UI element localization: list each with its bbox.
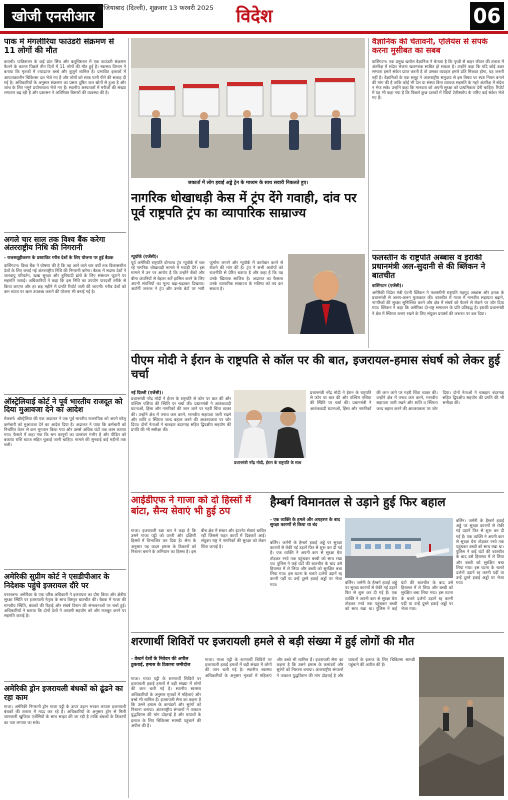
rubble-photo xyxy=(419,657,504,796)
divider xyxy=(131,632,504,633)
divider xyxy=(372,250,504,251)
refugee-story-header xyxy=(131,635,504,655)
blinken-story xyxy=(372,254,504,348)
newspaper-brand: खोजी एनसीआर xyxy=(4,4,103,28)
story3-body: मेलबर्न। ऑस्ट्रेलिया की एक अदालत ने एक पूर्व भारतीय राजनयिक को अपने घरेलू कर्मचारी को मुआवजा देने का आदेश दिया है। अदालत ने पाया कि कर्मचारी को निर्धारित वेतन से कम भुगतान किया गया और उससे अधिक घंटों तक काम कराया गया। फैसले में कहा गया कि श्रम कानूनों का उल्लंघन गंभीर है और पीड़ित को बकाया राशि ब्याज सहित चुकाई जानी चाहिए। मामले की सुनवाई कई महीनों तक चली। xyxy=(4,416,126,448)
pm-headline: पीएम मोदी ने ईरान के राष्ट्रपति से कॉल पर की बात, इजरायल-हमास संघर्ष को लेकर हुई चर्चा xyxy=(131,353,500,381)
airport-checkin-photo xyxy=(131,38,365,178)
alien-headline: वैज्ञानिक की चेतावनी, एलियंस से संपर्क करना मुसीबत का सबब xyxy=(372,38,488,55)
blinken-headline: फलस्तीन के राष्ट्रपति अब्बास व इराकी प्रधानमंत्री अल-सुदानी से की ब्लिंकन ने बातचीत xyxy=(372,254,486,280)
refugee-body-col1: गाजा। गाजा पट्टी के शरणार्थी शिविरों पर इजरायली हवाई हमलों में बड़ी संख्या में लोगों की जान चली गई है। स्थानीय स्वास्थ्य अधिकारियों के अनुसार मृतकों में महिलाएं और बच्चे भी शामिल हैं। इजरायली सेना का कहना है कि उसने हमास के कमांडरों और सुरंगों को निशाना बनाया। अंतरराष्ट्रीय संगठनों ने तत्काल युद्धविराम की मांग दोहराई है और घायलों के इलाज के लिए चिकित्सा सामग्री पहुंचाने की अपील की है। xyxy=(131,676,201,728)
story1-headline: पाक में मंगलीरिया फाउंडरी संक्रमण से 11 लोगों की मौत xyxy=(4,38,115,55)
alien-story xyxy=(372,38,504,248)
trump-headline: नागरिक धोखाधड़ी केस में ट्रंप देंगे गवाही, दांव पर पूर्व राष्ट्रपति ट्रंप का व्यापारिक साम्राज्य xyxy=(131,190,357,220)
refugee-body-cols: गाजा। गाजा पट्टी के शरणार्थी शिविरों पर इजरायली हवाई हमलों में बड़ी संख्या में लोगों की जान चली गई है। स्थानीय स्वास्थ्य अधिकारियों के अनुसार मृतकों में महिलाएं और बच्चे भी शामिल हैं। इजरायली सेना का कहना है कि उसने हमास के कमांडरों और सुरंगों को निशाना बनाया। अंतरराष्ट्रीय संगठनों ने तत्काल युद्धविराम की मांग दोहराई है और घायलों के इलाज के लिए चिकित्सा सामग्री पहुंचाने की अपील की है। xyxy=(205,657,415,678)
hamburg-headline: हैम्बर्ग विमानतल से उड़ाने हुई फिर बहाल xyxy=(270,495,446,509)
modi-photo-illustration xyxy=(234,390,306,458)
hamburg-body-right: बर्लिन। जर्मनी के हैम्बर्ग हवाई अड्डे पर सुरक्षा कारणों से रोकी गई उड़ानें फिर से शुरू कर दी गई हैं। एक व्यक्ति ने अपनी कार से सुरक्षा घेरा तोड़कर रनवे तक पहुंचकर बच्ची को साथ रखा था। पुलिस ने कई घंटों की बातचीत के बाद उसे हिरासत में ले लिया और बच्ची को सुरक्षित बचा लिया गया। इस घटना के चलते दर्जनों उड़ानें रद्द करनी पड़ीं या उन्हें दूसरे हवाई अड्डों पर भेजा गया। xyxy=(456,518,504,586)
column-rule xyxy=(128,38,129,798)
trump-story-header xyxy=(131,190,365,252)
idf-headline: आईडीएफ ने गाजा को दो हिस्सों में बांटा, सैन्य सेवाएं भी हुई ठप xyxy=(131,495,252,517)
trump-byline: न्यूयॉर्क (एजेंसी)। xyxy=(131,255,159,260)
rubble-photo-illustration xyxy=(419,657,504,796)
trump-body: पूर्व अमेरिकी राष्ट्रपति डोनाल्ड ट्रंप न्यूयॉर्क में चल रहे नागरिक धोखाधड़ी मामले में गवाही देंगे। इस मामले में उन पर आरोप है कि उन्होंने बैंकों और बीमा कंपनियों से बेहतर शर्तें हासिल करने के लिए अपनी संपत्तियों का मूल्य बढ़ा-चढ़ाकर दिखाया। अटॉर्नी जनरल ने ट्रंप और उनके बेटों पर भारी जुर्माना लगाने और न्यूयॉर्क में कारोबार करने से रोकने की मांग की है। ट्रंप ने सभी आरोपों को राजनीति से प्रेरित बताया है और कहा है कि यह उनके खिलाफ साजिश है। अदालत का फैसला उनके व्यापारिक साम्राज्य के भविष्य को तय कर सकता है। xyxy=(131,260,283,292)
refugee-headline: शरणार्थी शिविरों पर इजरायली हमले से बड़ी संख्या में हुई लोगों की मौत xyxy=(131,635,415,648)
refugee-subhead: - वेस्टर्न देशों के निवेदन की अपील ठुकराई, हमास के ठिकाना जमीदोज xyxy=(131,657,191,668)
section-title: विदेश xyxy=(236,6,273,27)
date-line: गाजियाबाद (दिल्ली), शुक्रवार 13 फरवरी 2025 xyxy=(98,4,214,12)
modi-iran-photo xyxy=(234,390,306,458)
pm-story-left-text xyxy=(131,390,231,490)
idf-story-header xyxy=(131,495,266,525)
divider xyxy=(131,350,504,351)
story4-headline: अमेरिकी सुप्रीम कोर्ट ने एसडीपीआर के निदेशक पहुंचे इजरायल दौरे पर xyxy=(4,572,110,590)
masthead xyxy=(0,0,508,34)
airport-photo-caption: जकार्ता में लोग हवाई अड्डे ट्रेन के माध्यम के साथ सवारी निकलते हुए। xyxy=(187,181,309,186)
page-number: 06 xyxy=(470,2,504,30)
pm-body: प्रधानमंत्री नरेंद्र मोदी ने ईरान के राष्ट्रपति से फोन पर बात की और पश्चिम एशिया की स्थिति पर चर्चा की। प्रधानमंत्री ने आतंकवादी घटनाओं, हिंसा और नागरिकों की जान जाने पर गहरी चिंता व्यक्त की। उन्होंने क्षेत्र में तनाव कम करने, मानवीय सहायता जारी रखने और शांति व स्थिरता जल्द बहाल करने की आवश्यकता पर जोर दिया। दोनों नेताओं ने चाबहार बंदरगाह सहित द्विपक्षीय सहयोग की प्रगति की भी समीक्षा की। xyxy=(131,396,231,433)
airport-photo-illustration xyxy=(131,38,365,178)
story3-headline: ऑस्ट्रेलियाई कोर्ट ने पूर्व भारतीय राजदूत को दिया मुआवजा देने का आदेश xyxy=(4,396,123,415)
story4-body: यरुशलम। अमेरिका के एक वरिष्ठ अधिकारी ने इजरायल का दौरा किया और क्षेत्रीय सुरक्षा स्थिति पर इजरायली नेतृत्व के साथ विस्तृत बातचीत की। बैठक में गाजा की मानवीय स्थिति, बंधकों की रिहाई और संघर्ष विराम की संभावनाओं पर चर्चा हुई। अधिकारियों ने बताया कि दोनों देशों ने आपसी सहयोग को और मजबूत करने पर सहमति जताई है। xyxy=(4,592,126,619)
blinken-body: अमेरिकी विदेश मंत्री एंटनी ब्लिंकन ने फलस्तीनी राष्ट्रपति महमूद अब्बास और इराक के प्रधानमंत्री से अलग-अलग मुलाकात की। बातचीत में गाजा में मानवीय सहायता बढ़ाने, नागरिकों की सुरक्षा सुनिश्चित करने और क्षेत्र में संघर्ष को फैलने से रोकने पर जोर दिया गया। ब्लिंकन ने कहा कि अमेरिका दो-राष्ट्र समाधान के प्रति प्रतिबद्ध है। इराकी प्रधानमंत्री ने क्षेत्र में स्थिरता बनाए रखने के लिए संयुक्त प्रयासों की जरूरत पर बल दिया। xyxy=(372,289,504,316)
column-rule xyxy=(368,38,369,348)
hamburg-airport-photo xyxy=(345,518,453,578)
story2-body: वाशिंगटन। विश्व बैंक ने घोषणा की है कि वह आने वाले चार वर्षों तक विकासशील देशों के लिए बनाई गई अंतरराष्ट्रीय निधि की निगरानी करेगा। बैठक में सदस्य देशों ने जलवायु परिवर्तन, खाद्य सुरक्षा और बुनियादी ढांचे के लिए संसाधन जुटाने पर सहमति जताई। अधिकारियों ने कहा कि इस निधि का उपयोग पारदर्शी तरीके से किया जाएगा और हर छह महीने में प्रगति रिपोर्ट जारी की जाएगी। गरीब देशों को कम ब्याज पर ऋण उपलब्ध कराने की योजना भी बनाई गई है। xyxy=(4,262,126,294)
divider xyxy=(4,569,126,570)
pm-byline: नई दिल्ली (एजेंसी)। xyxy=(131,391,163,396)
hamburg-body-mid: बर्लिन। जर्मनी के हैम्बर्ग हवाई अड्डे पर सुरक्षा कारणों से रोकी गई उड़ानें फिर से शुरू कर दी गई हैं। एक व्यक्ति ने अपनी कार से सुरक्षा घेरा तोड़कर रनवे तक पहुंचकर बच्ची को साथ रखा था। पुलिस ने कई घंटों की बातचीत के बाद उसे हिरासत में ले लिया और बच्ची को सुरक्षित बचा लिया गया। इस घटना के चलते दर्जनों उड़ानें रद्द करनी पड़ीं या उन्हें दूसरे हवाई अड्डों पर भेजा गया। xyxy=(345,580,453,612)
hamburg-photo-illustration xyxy=(345,518,453,578)
hamburg-story-header xyxy=(270,495,504,517)
trump-portrait-illustration xyxy=(288,254,365,334)
trump-photo xyxy=(288,254,365,334)
divider xyxy=(4,394,126,395)
story5-headline: अमेरिकी ड्रोन इजरायली बंधकों को ढूंढने का रहा काम xyxy=(4,684,123,702)
hamburg-subhead: - एक व्यक्ति के हमले और अपहरण के बाद सुरक्षा कारणों से किया था बंद xyxy=(270,518,340,529)
idf-body: गाजा। इजरायली रक्षा बल ने कहा है कि उसने गाजा पट्टी को उत्तरी और दक्षिणी हिस्सों में विभाजित कर दिया है। सेना के अनुसार यह कदम हमास के ठिकानों को निशाना बनाने के अभियान का हिस्सा है। इस बीच क्षेत्र में संचार और इंटरनेट सेवाएं बाधित रहीं जिससे राहत कार्यों में दिक्कतें आईं। संयुक्त राष्ट्र ने नागरिकों की सुरक्षा को लेकर चिंता जताई है। xyxy=(131,528,266,554)
blinken-byline: वाशिंगटन (एजेंसी)। xyxy=(372,283,404,289)
alien-body: वाशिंगटन। एक प्रमुख खगोल वैज्ञानिक ने चेताया है कि पृथ्वी से बाहर जीवन की तलाश में अंतरिक्ष में संदेश भेजना खतरनाक साबित हो सकता है। उन्होंने कहा कि यदि कोई उन्नत सभ्यता हमारे संकेत प्राप्त करती है तो उसका व्यवहार हमारे प्रति मित्रवत होगा, यह जरूरी नहीं है। वैज्ञानिकों के एक समूह ने अंतरराष्ट्रीय समुदाय से इस विषय पर स्पष्ट नियम बनाने की मांग की है ताकि कोई भी देश या संस्था बिना व्यापक सहमति के गहरे अंतरिक्ष में संदेश न भेज सके। उन्होंने कहा कि मानवता को अपनी सुरक्षा को प्राथमिकता देनी चाहिए। रिपोर्ट में यह भी कहा गया है कि पिछले कुछ दशकों में रेडियो टेलीस्कोप के जरिए कई संकेत भेजे गए हैं। xyxy=(372,58,504,101)
left-column xyxy=(4,38,126,798)
story5-body: गाजा। अमेरिकी निगरानी ड्रोन गाजा पट्टी के ऊपर उड़ान भरकर लापता इजरायली बंधकों की तलाश में मदद कर रहे हैं। अधिकारियों के अनुसार ड्रोन से मिली जानकारी खुफिया एजेंसियों के साथ साझा की जा रही है ताकि बंधकों के ठिकानों का पता लगाया जा सके। xyxy=(4,704,126,725)
hamburg-body-left: बर्लिन। जर्मनी के हैम्बर्ग हवाई अड्डे पर सुरक्षा कारणों से रोकी गई उड़ानें फिर से शुरू कर दी गई हैं। एक व्यक्ति ने अपनी कार से सुरक्षा घेरा तोड़कर रनवे तक पहुंचकर बच्ची को साथ रखा था। पुलिस ने कई घंटों की बातचीत के बाद उसे हिरासत में ले लिया और बच्ची को सुरक्षित बचा लिया गया। इस घटना के चलते दर्जनों उड़ानें रद्द करनी पड़ीं या उन्हें दूसरे हवाई अड्डों पर भेजा गया। xyxy=(270,540,342,587)
pm-story-header xyxy=(131,353,504,387)
pm-body-continued: प्रधानमंत्री नरेंद्र मोदी ने ईरान के राष्ट्रपति से फोन पर बात की और पश्चिम एशिया की स्थिति पर चर्चा की। प्रधानमंत्री ने आतंकवादी घटनाओं, हिंसा और नागरिकों की जान जाने पर गहरी चिंता व्यक्त की। उन्होंने क्षेत्र में तनाव कम करने, मानवीय सहायता जारी रखने और शांति व स्थिरता जल्द बहाल करने की आवश्यकता पर जोर दिया। दोनों नेताओं ने चाबहार बंदरगाह सहित द्विपक्षीय सहयोग की प्रगति की भी समीक्षा की। xyxy=(310,390,504,411)
divider xyxy=(4,681,126,682)
divider xyxy=(131,492,504,493)
story2-subhead: - राजस्व्यूहीकरण के प्रस्तावित गरीब देशों के लिए योजना पर हुई बैठक xyxy=(4,255,114,261)
modi-photo-caption: प्रधानमंत्री नरेंद्र मोदी, ईरान के राष्ट्रपति के साथ xyxy=(234,460,302,465)
story1-body: कराची। पाकिस्तान के कई प्रांत सिंध और बलूचिस्तान में एक फाउंडरी संक्रमण फैलने के कारण पिछले तीन दिनों में 11 लोगों की मौत हुई है। स्वास्थ्य विभाग ने बताया कि मृतकों में ज्यादातर बच्चे और बुजुर्ग शामिल हैं। प्रभावित इलाकों में आपातकालीन चिकित्सा दल भेजे गए हैं और लोगों को साफ पानी पीने की सलाह दी गई है। अधिकारियों के अनुसार संक्रमण का प्रसार दूषित जल स्रोतों से हुआ है और जांच के लिए नमूने प्रयोगशाला भेजे गए हैं। स्थानीय अस्पतालों में मरीजों की संख्या लगातार बढ़ रही है और प्रशासन ने अतिरिक्त बिस्तरों की व्यवस्था की है। xyxy=(4,58,126,96)
divider xyxy=(4,232,126,233)
story2-headline: अगले चार साल तक विश्व बैंक करेगा अंतरराष्ट्रीय निधि की निगरानी xyxy=(4,234,106,253)
